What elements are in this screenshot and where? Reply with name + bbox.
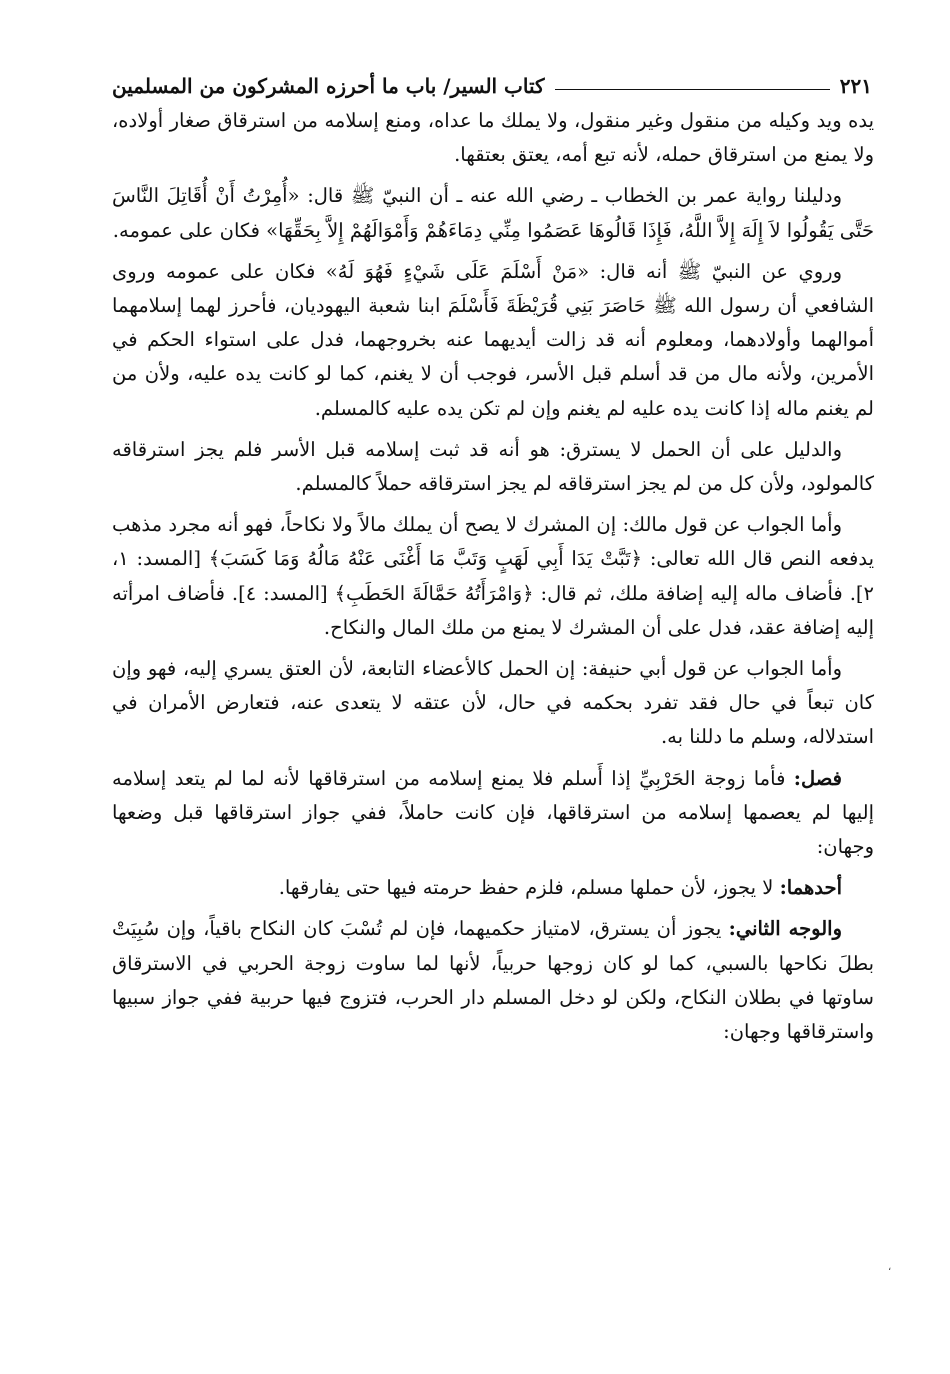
paragraph-4: والدليل على أن الحمل لا يسترق: هو أنه قد ثبت إسلامه قبل الأسر فلم يجز استرقاقه كالمولود، ولأن كل من لم يجز استرقاقه لم يجز استرقاقه حملاً كالمسلم. — [112, 437, 874, 496]
paragraph-3: وروي عن النبيّ ﷺ أنه قال: «مَنْ أَسْلَمَ عَلَى شَيْءٍ فَهُوَ لَهُ» فكان على عمومه وروى الشافعي أن رسول الله ﷺ حَاصَرَ بَنِي قُرَيْظَةَ فَأَسْلَمَ ابنا شعبة اليهوديان، فأحرز لهما إسلامهما أموالهما وأولادهما، ومعلوم أنه قد زالت أيديهما عنه بخروجهما، فدل على استواء الحكم في الأمرين، ولأنه مال من قد أسلم قبل الأسر، فوجب أن لا يغنم، كما لو كانت يده عليه، ولأن من لم يغنم ماله إذا كانت يده عليه لم يغنم وإن لم تكن يده عليه كالمسلم. — [112, 259, 874, 420]
paragraph-8: أحدهما: لا يجوز، لأن حملها مسلم، فلزم حفظ حرمته فيها حتى يفارقها. — [278, 876, 842, 900]
paragraph-1: يده ويد وكيله من منقول وغير منقول، ولا يملك ما عداه، ومنع إسلامه من استرقاق صغار أولاده، ولا يمنع من استرقاق حمله، لأنه تبع أمه، يعتق بعتقها. — [112, 109, 874, 167]
margin-mark: ، — [888, 1262, 892, 1273]
page-number: ٢٢١ — [839, 74, 872, 98]
body-text — [112, 104, 874, 1056]
page-header — [112, 62, 872, 98]
header-rule — [555, 89, 830, 90]
paragraph-2: ودليلنا رواية عمر بن الخطاب ـ رضي الله عنه ـ أن النبيّ ﷺ قال: «أُمِرْتُ أَنْ أُقَاتِلَ النَّاسَ حَتَّى يَقُولُوا لاَ إِلَهَ إِلاَّ اللَّهُ، فَإِذَا قَالُوهَا عَصَمُوا مِنِّي دِمَاءَهُمْ وَأَمْوَالَهُمْ إِلاَّ بِحَقِّهَا» فكان على عمومه. — [112, 184, 874, 242]
running-title: كتاب السير/ باب ما أحرزه المشركون من المسلمين — [112, 74, 545, 98]
second-view-lead: والوجه الثاني: — [728, 917, 842, 941]
first-view-lead: أحدهما: — [779, 876, 842, 900]
paragraph-7: فصل: فأما زوجة الحَرْبِيِّ إذا أَسلم فلا يمنع إسلامه من استرقاقها لأنه لما لم يتعد إسلامه إليها لم يعصمها إسلامه من استرقاقها، فإن كانت حاملاً، ففي جواز استرقاقها قبل وضعها وجهان: — [112, 766, 874, 859]
paragraph-6: وأما الجواب عن قول أبي حنيفة: إن الحمل كالأعضاء التابعة، لأن العتق يسري إليه، فهو وإن كان تبعاً في حال فقد تفرد بحكمه في حال، لأن عتقه لا يتعدى عنه، فتعارض الأمران في استدلاله، وسلم ما دللنا به. — [112, 657, 874, 749]
paragraph-9: والوجه الثاني: يجوز أن يسترق، لامتياز حكميهما، فإن لم تُسْبَ كان النكاح باقياً، وإن سُبِيَتْ بطلَ نكاحها بالسبي، كما لو كان زوجها حربياً، لأنها لما ساوت زوجة الحربي في الاسترقاق ساوتها في بطلان النكاح، ولكن لو دخل المسلم دار الحرب، فتزوج فيها حربية ففي جواز سبيها واسترقاقها وجهان: — [112, 917, 874, 1044]
paragraph-5: وأما الجواب عن قول مالك: إن المشرك لا يصح أن يملك مالاً ولا نكاحاً، فهو أنه مجرد مذهب يدفعه النص قال الله تعالى: ﴿تَبَّتْ يَدَا أَبِي لَهَبٍ وَتَبَّ مَا أَغْنَى عَنْهُ مَالُهُ وَمَا كَسَبَ﴾ [المسد: ١، ٢]. فأضاف ماله إليه إضافة ملك، ثم قال: ﴿وَامْرَأَتُهُ حَمَّالَةَ الحَطَبِ﴾ [المسد: ٤]. فأضاف امرأته إليه إضافة عقد، فدل على أن المشرك لا يمنع من ملك المال والنكاح. — [112, 513, 874, 639]
section-lead: فصل: — [793, 766, 842, 790]
